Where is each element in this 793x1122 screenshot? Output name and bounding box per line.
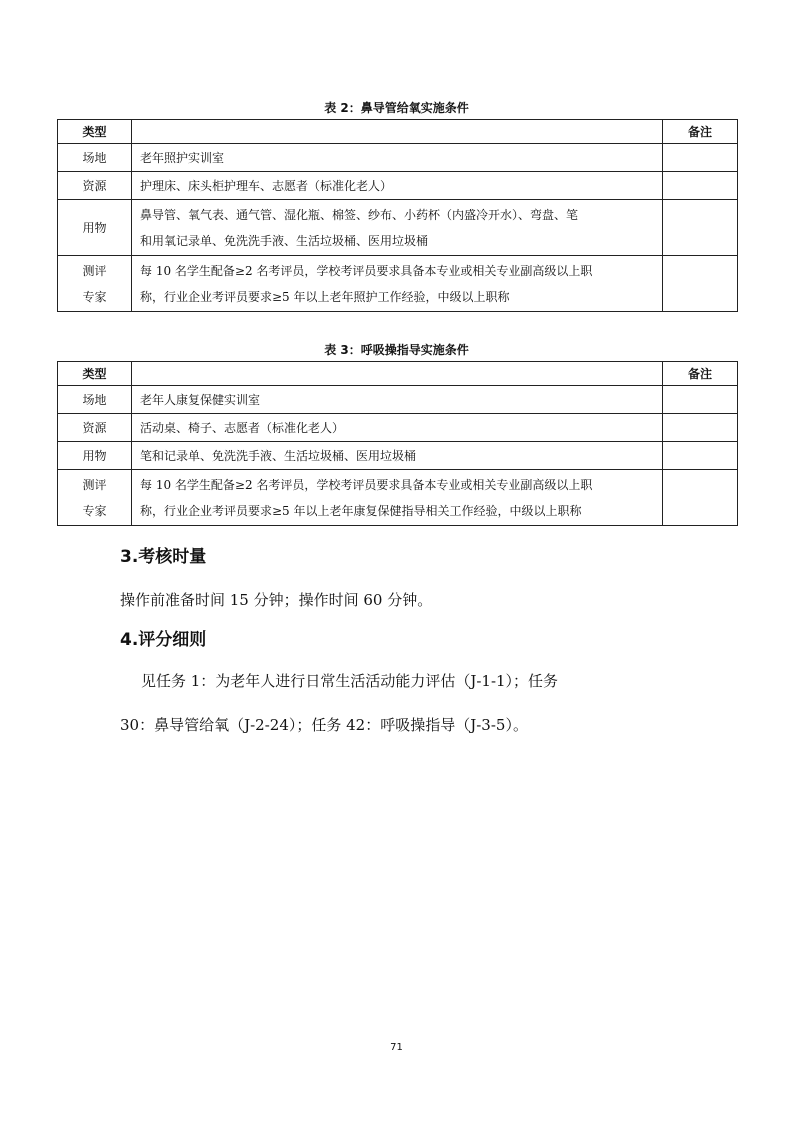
row-content-line: 每 10 名学生配备≥2 名考评员，学校考评员要求具备本专业或相关专业副高级以上职 [140,477,593,492]
section3-heading: 3.考核时量 [120,547,207,567]
row-content-line: 每 10 名学生配备≥2 名考评员，学校考评员要求具备本专业或相关专业副高级以上职 [140,263,593,278]
row-type: 资源 [58,172,132,200]
table3-caption: 表 3：呼吸操指导实施条件 [324,343,469,357]
row-type: 场地 [58,144,132,172]
row-content: 笔和记录单、免洗洗手液、生活垃圾桶、医用垃圾桶 [132,442,663,470]
row-note [663,200,738,256]
row-content: 老年人康复保健实训室 [132,386,663,414]
table-row [58,386,738,414]
row-type-line: 测评 [82,477,107,492]
row-type [58,200,132,256]
page-number: 71 [390,1042,403,1053]
row-type-line: 用物 [82,220,107,235]
table2 [57,119,738,312]
row-content-line: 称，行业企业考评员要求≥5 年以上老年康复保健指导相关工作经验，中级以上职称 [140,503,582,518]
header-content [132,120,663,144]
header-note: 备注 [663,362,738,386]
section3-text: 操作前准备时间 15 分钟；操作时间 60 分钟。 [120,591,433,609]
row-type-line: 专家 [82,503,107,518]
section4-line2: 30：鼻导管给氧（J-2-24）；任务 42：呼吸操指导（J-3-5）。 [120,716,528,734]
header-content [132,362,663,386]
table-header-row [58,120,738,144]
row-content-line: 鼻导管、氧气表、通气管、湿化瓶、棉签、纱布、小药杯（内盛冷开水）、弯盘、笔 [140,207,579,222]
row-note [663,414,738,442]
row-note [663,470,738,526]
row-content: 老年照护实训室 [132,144,663,172]
row-content-line: 称，行业企业考评员要求≥5 年以上老年照护工作经验，中级以上职称 [140,289,510,304]
table-header-row [58,362,738,386]
section4-heading: 4.评分细则 [120,630,207,650]
row-type [58,470,132,526]
table3 [57,361,738,526]
header-type: 类型 [58,120,132,144]
row-content-line: 和用氧记录单、免洗洗手液、生活垃圾桶、医用垃圾桶 [140,233,429,248]
row-note [663,172,738,200]
header-note: 备注 [663,120,738,144]
table-row [58,172,738,200]
table-row [58,414,738,442]
row-content [132,470,663,526]
section4-line1: 见任务 1：为老年人进行日常生活活动能力评估（J-1-1）；任务 [141,672,559,690]
row-type-line: 测评 [82,263,107,278]
row-content: 活动桌、椅子、志愿者（标准化老人） [132,414,663,442]
row-note [663,386,738,414]
row-content: 护理床、床头柜护理车、志愿者（标准化老人） [132,172,663,200]
table2-caption: 表 2：鼻导管给氧实施条件 [324,101,469,115]
row-type: 资源 [58,414,132,442]
row-content [132,256,663,312]
row-note [663,256,738,312]
row-type [58,256,132,312]
row-type: 用物 [58,442,132,470]
table-row [58,200,738,256]
row-content [132,200,663,256]
table-row [58,442,738,470]
row-type-line: 专家 [82,289,107,304]
row-type: 场地 [58,386,132,414]
row-note [663,144,738,172]
table-row [58,470,738,526]
row-note [663,442,738,470]
header-type: 类型 [58,362,132,386]
table-row [58,256,738,312]
table-row [58,144,738,172]
